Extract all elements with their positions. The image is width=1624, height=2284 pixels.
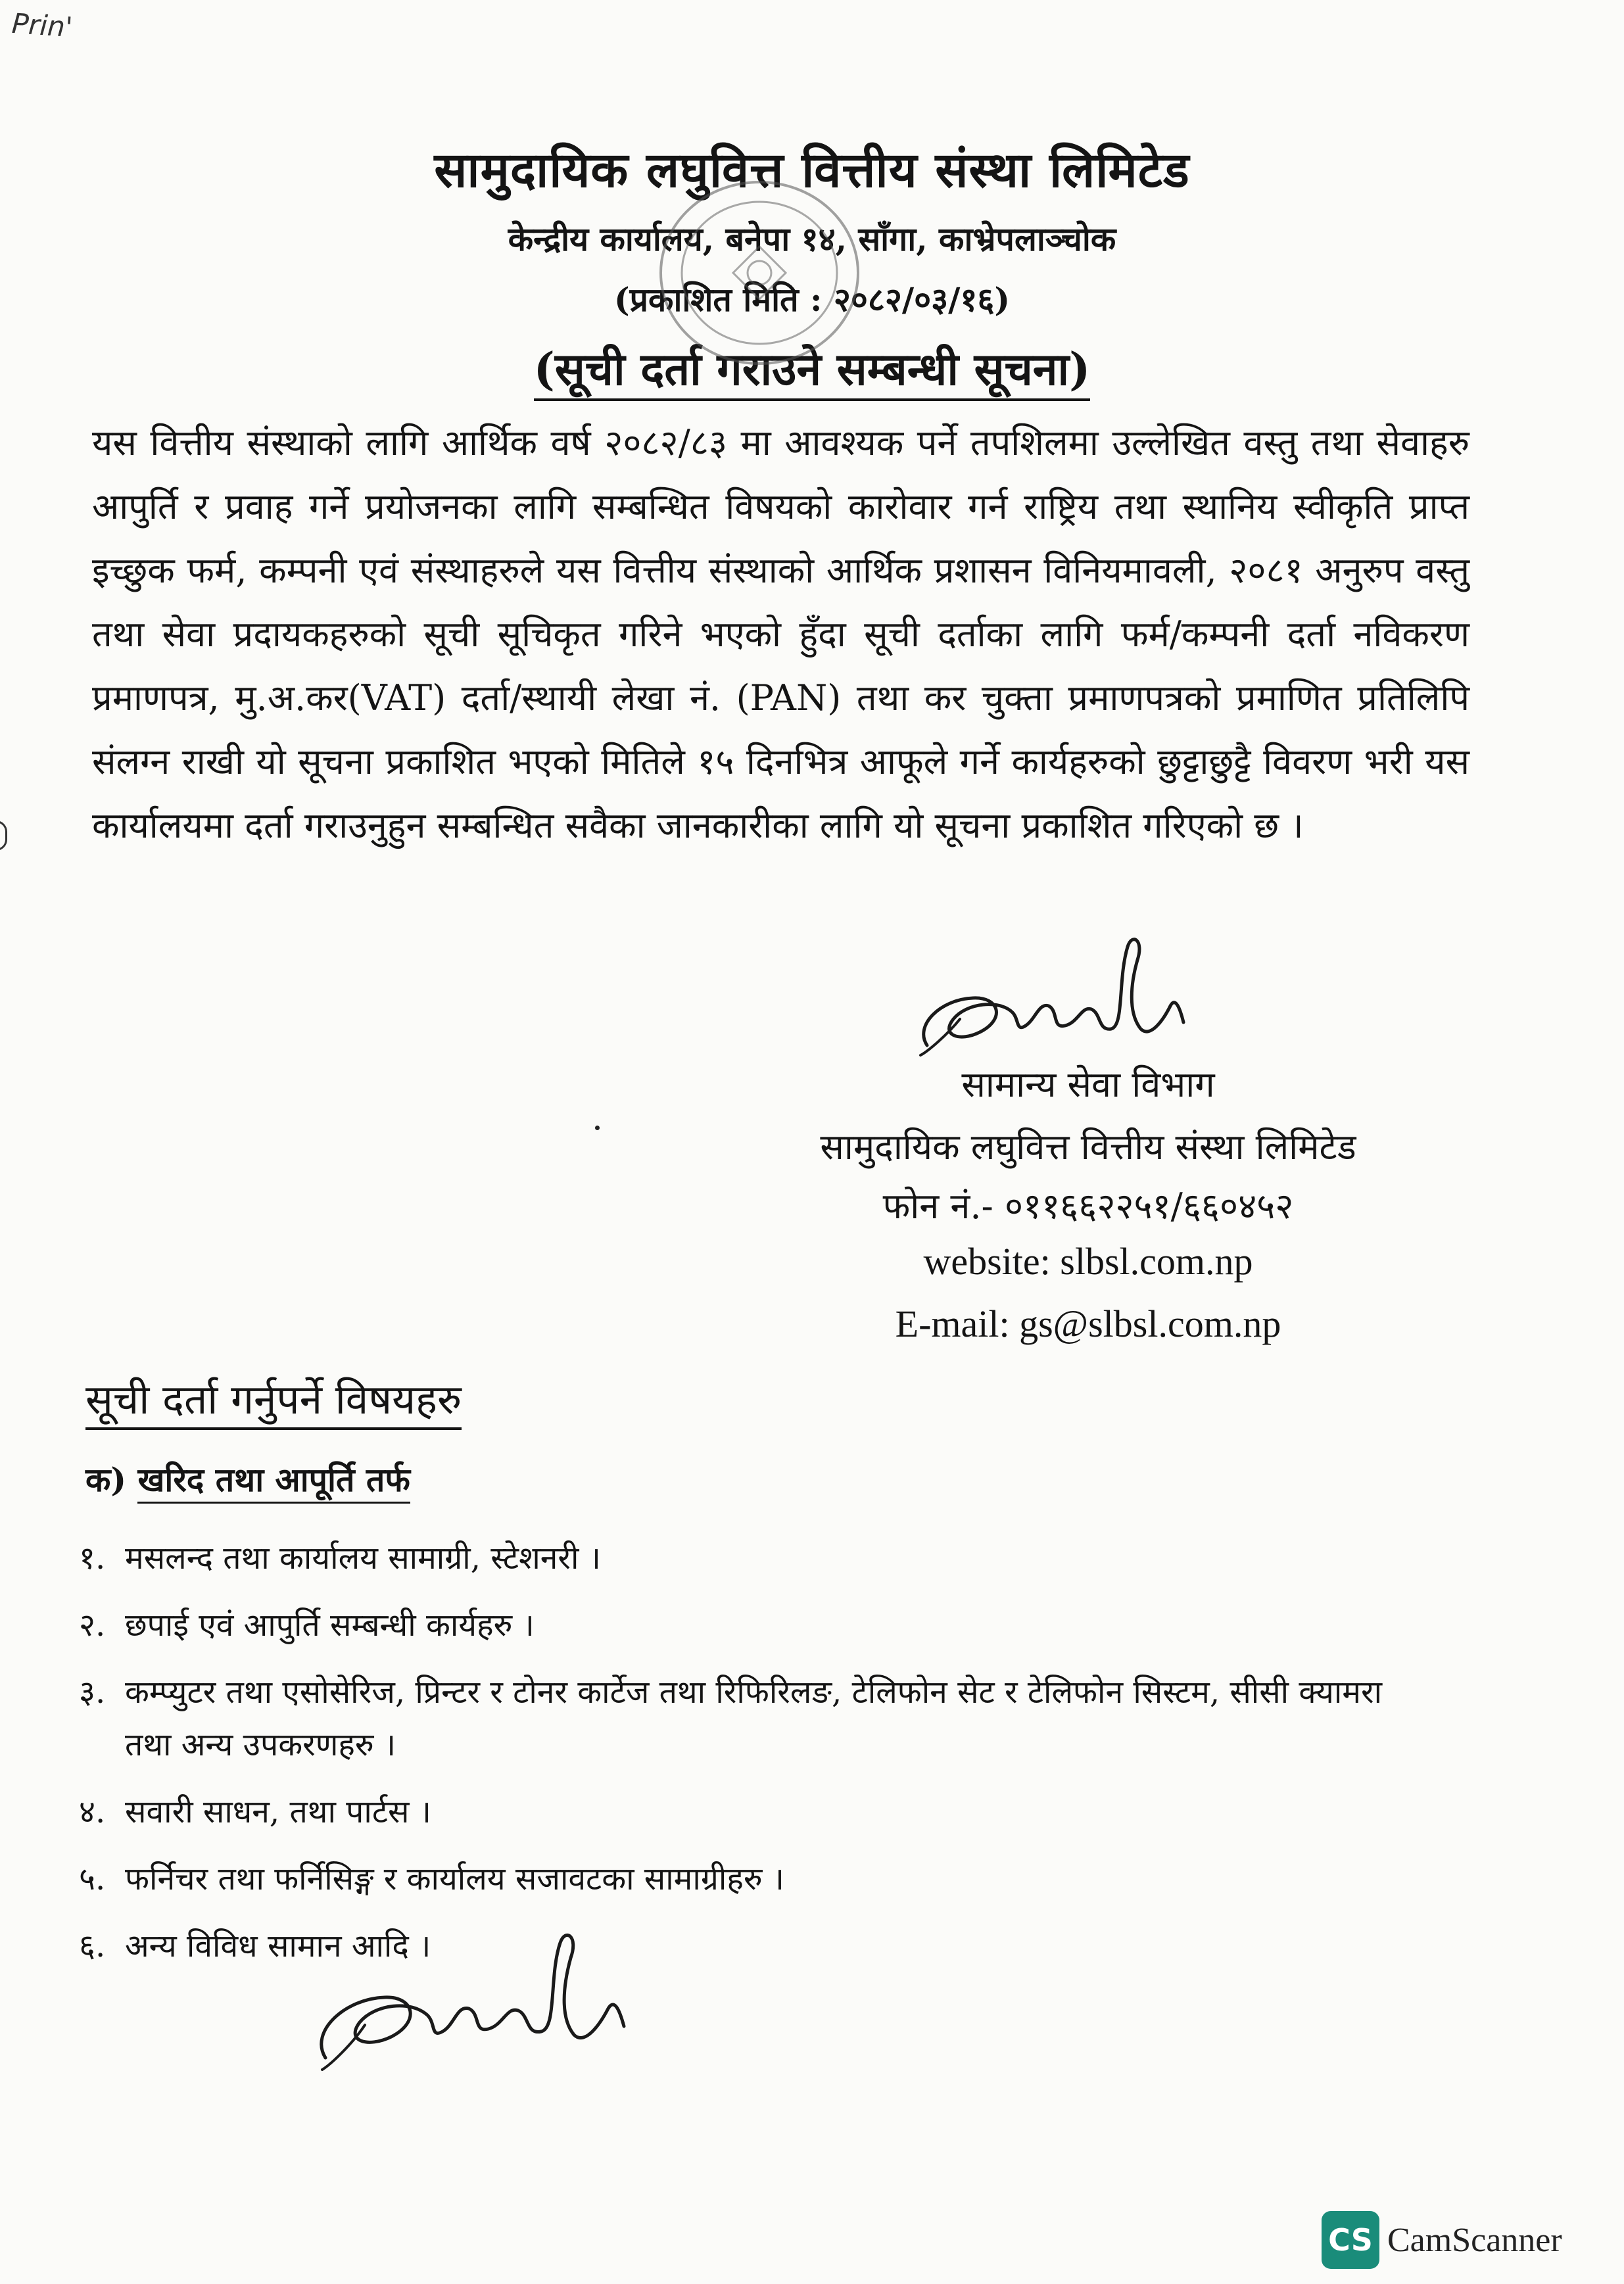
camscanner-label: CamScanner	[1387, 2221, 1562, 2259]
list-item	[79, 1786, 1394, 1838]
signatory-organization: सामुदायिक लघुवित्त वित्तीय संस्था लिमिटेड	[820, 1126, 1356, 1168]
list-item	[79, 1532, 1394, 1584]
item-text: सवारी साधन, तथा पार्टस ।	[125, 1794, 431, 1830]
notice-body: यस वित्तीय संस्थाको लागि आर्थिक वर्ष २०८२/८३ मा आवश्यक पर्ने तपशिलमा उल्लेखित वस्तु तथा सेवाहरु आपुर्ति र प्रवाह गर्ने प्रयोजनका लागि सम्बन्धित विषयको कारोवार गर्न राष्ट्रिय तथा स्थानिय स्वीकृति प्राप्त इच्छुक फर्म, कम्पनी एवं संस्थाहरुले यस वित्तीय संस्थाको आर्थिक प्रशासन विनियमावली, २०८१ अनुरुप वस्तु तथा सेवा प्रदायकहरुको सूची सूचिकृत गरिने भएको हुँदा सूची दर्ताका लागि फर्म/कम्पनी दर्ता नविकरण प्रमाणपत्र, मु.अ.कर(VAT) दर्ता/स्थायी लेखा नं. (PAN) तथा कर चुक्ता प्रमाणपत्रको प्रमाणित प्रतिलिपि संलग्न राखी यो सूचना प्रकाशित भएको मितिले १५ दिनभित्र आफूले गर्ने कार्यहरुको छुट्टाछुट्टै विवरण भरी यस कार्यालयमा दर्ता गराउनुहुन सम्बन्धित सवैका जानकारीका लागि यो सूचना प्रकाशित गरिएको छ ।	[92, 422, 1469, 846]
item-text: फर्निचर तथा फर्निसिङ्ग र कार्यालय सजावटका सामाग्रीहरु ।	[125, 1861, 784, 1897]
item-number: १.	[79, 1540, 106, 1577]
department-name: सामान्य सेवा विभाग	[961, 1064, 1215, 1105]
signature-icon	[901, 920, 1216, 1078]
office-address: केन्द्रीय कार्यालय, बनेपा १४, साँगा, काभ्रेपलाञ्चोक	[508, 220, 1116, 258]
speck	[595, 1126, 600, 1130]
item-text: अन्य विविध सामान आदि ।	[125, 1928, 431, 1964]
signature-icon	[299, 1920, 667, 2091]
item-number: ५.	[79, 1861, 106, 1897]
item-text: कम्प्युटर तथा एसोसेरिज, प्रिन्टर र टोनर कार्टेज तथा रिफिरिलङ, टेलिफोन सेट र टेलिफोन सिस्टम, सीसी क्यामरा तथा अन्य उपकरणहरु ।	[125, 1674, 1383, 1763]
item-text: छपाई एवं आपुर्ति सम्बन्धी कार्यहरु ।	[125, 1607, 535, 1644]
camscanner-watermark	[1322, 2217, 1562, 2263]
handwritten-note: Prin'	[11, 7, 74, 44]
office-stamp-icon	[654, 174, 865, 371]
organization-title: सामुदायिक लघुवित्त वित्तीय संस्था लिमिटेड	[434, 142, 1190, 199]
list-item	[79, 1853, 1394, 1905]
phone-number: फोन नं.- ०११६६२२५१/६६०४५२	[882, 1185, 1294, 1227]
list-item	[79, 1599, 1394, 1652]
section-title-text: सूची दर्ता गर्नुपर्ने विषयहरु	[85, 1375, 462, 1430]
list-item	[79, 1666, 1394, 1771]
subsection-label: खरिद तथा आपूर्ति तर्फ	[137, 1460, 410, 1504]
list-item	[79, 1920, 1394, 1972]
item-number: ३.	[79, 1674, 106, 1711]
subsection-prefix: क)	[85, 1460, 127, 1499]
website-link[interactable]: website: slbsl.com.np	[923, 1240, 1253, 1283]
camscanner-logo-icon: CS	[1322, 2211, 1379, 2269]
margin-mark	[0, 821, 7, 851]
notice-title-text: (सूची दर्ता गराउने सम्बन्धी सूचना)	[534, 343, 1091, 401]
items-list	[79, 1532, 1394, 1987]
item-number: २.	[79, 1607, 106, 1644]
item-number: ६.	[79, 1928, 106, 1964]
item-number: ४.	[79, 1794, 106, 1830]
subsection-heading	[85, 1456, 410, 1501]
email-link[interactable]: E-mail: gs@slbsl.com.np	[895, 1302, 1281, 1345]
item-text: मसलन्द तथा कार्यालय सामाग्री, स्टेशनरी ।	[125, 1540, 601, 1577]
section-title	[85, 1371, 462, 1426]
published-date: (प्रकाशित मिति : २०८२/०३/१६)	[613, 280, 1011, 319]
